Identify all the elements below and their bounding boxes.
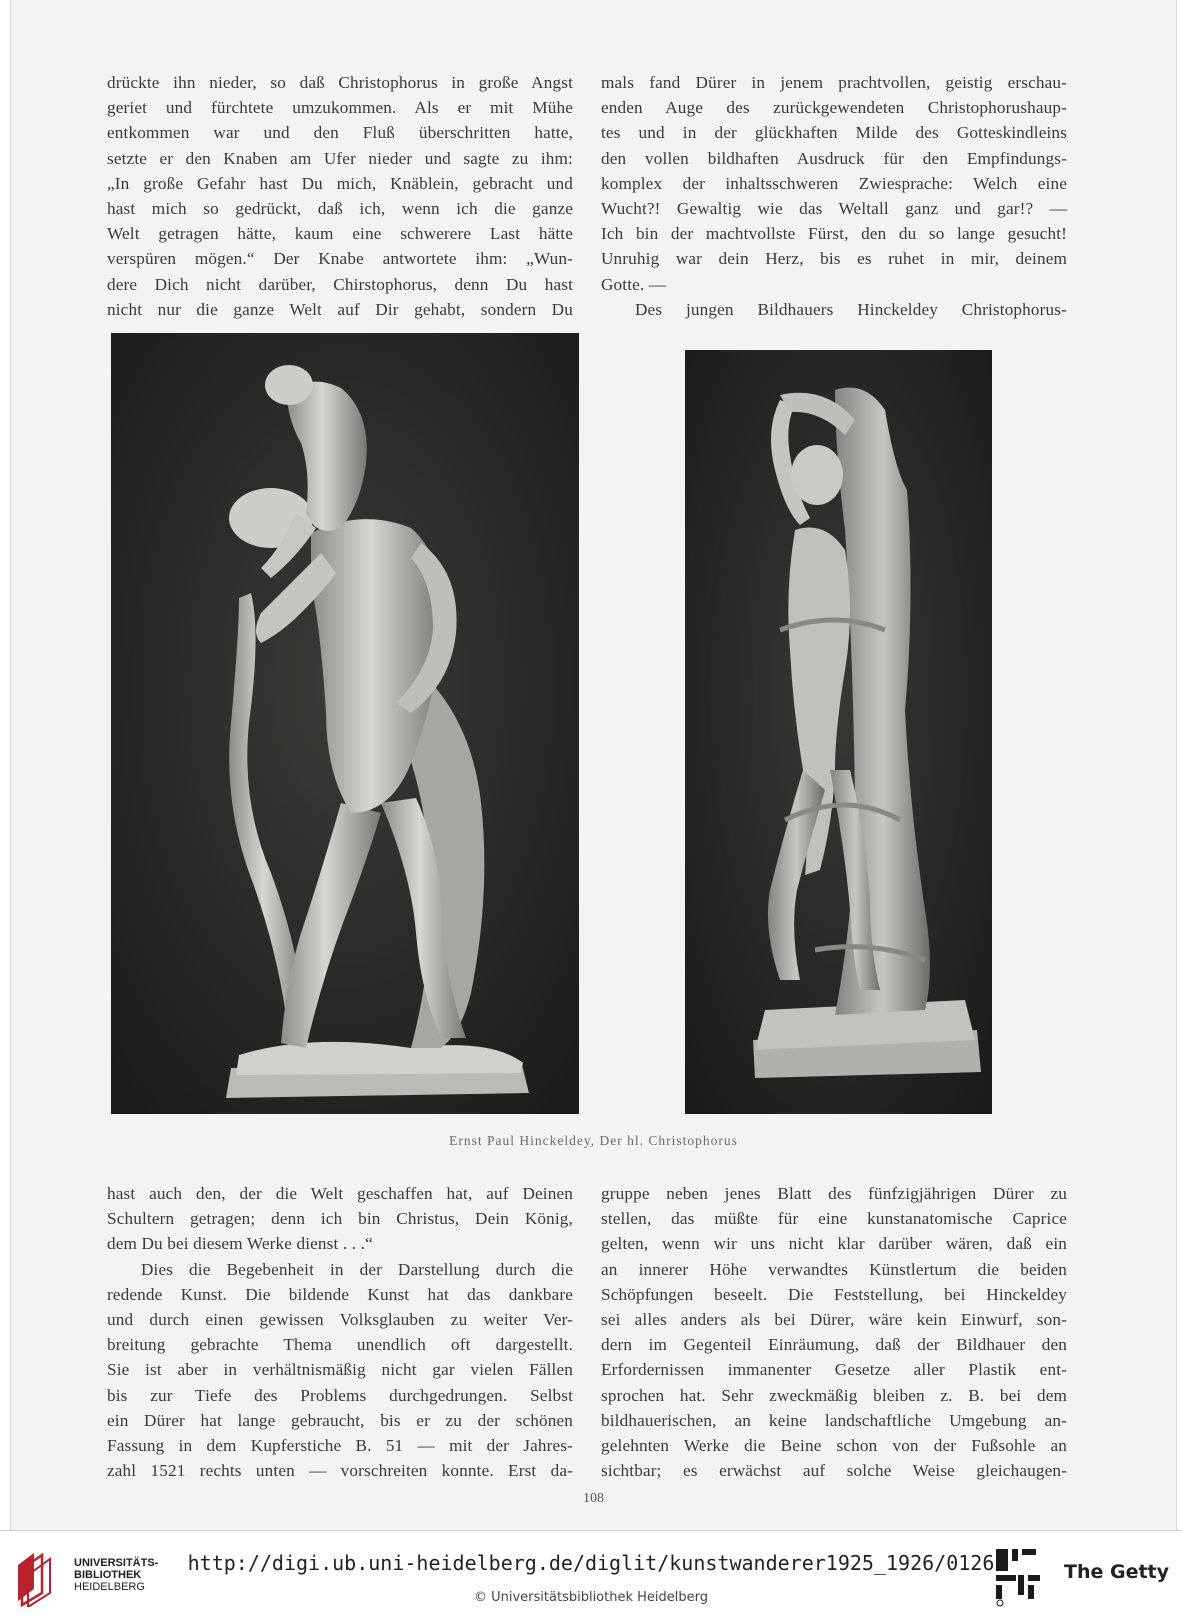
library-line1: UNIVERSITÄTS- [74, 1557, 159, 1569]
page-number: 108 [583, 1491, 604, 1506]
text-line: „In große Gefahr hast Du mich, Knäblein, gebracht und [107, 173, 573, 193]
text-line: Sie ist aber in verhältnismäßig nicht gar vielen Fällen [107, 1360, 573, 1380]
text-line: dern im Gegenteil Einräumung, daß der Bildhauer den [601, 1335, 1067, 1355]
permalink-url[interactable]: http://digi.ub.uni-heidelberg.de/diglit/kunstwanderer1925_1926/0126 [187, 1551, 995, 1575]
library-line3: HEIDELBERG [74, 1581, 145, 1593]
text-line: komplex der inhaltsschweren Zwiesprache: Welch eine [601, 173, 1067, 193]
text-line: hast auch den, der die Welt geschaffen hat, auf Deinen [107, 1184, 573, 1203]
text-line: und durch einen gewissen Volksglauben zu weiter Ver- [107, 1310, 573, 1330]
text-line: an innerer Höhe verwandtes Künstlertum die beiden [601, 1259, 1067, 1279]
text-line: dere Dich nicht darüber, Chirstophorus, denn Du hast [107, 274, 573, 294]
text-line: redende Kunst. Die bildende Kunst hat das dankbare [107, 1284, 573, 1304]
right-column-bottom [601, 1181, 1067, 1483]
text-line: entkommen war und den Fluß überschritten hatte, [107, 123, 573, 143]
text-line: dem Du bei diesem Werke dienst . . .“ [107, 1234, 373, 1254]
sculpture-figure-illustration [111, 333, 579, 1114]
text-line: bildhauerischen, an keine landschaftliche Umgebung an- [601, 1410, 1067, 1430]
text-line: sei alles anders als bei Dürer, wäre kein Einwurf, son- [601, 1310, 1067, 1330]
text-line: gruppe neben jenes Blatt des fünfzigjährigen Dürer zu [601, 1184, 1067, 1203]
sculpture-photo-christophorus-front [111, 333, 579, 1114]
figure-caption: Ernst Paul Hinckeldey, Der hl. Christophorus [449, 1133, 738, 1148]
right-column-top [601, 70, 1067, 322]
text-line: verspüren mögen.“ Der Knabe antwortete ihm: „Wun- [107, 249, 573, 269]
scanned-page [10, 0, 1177, 1530]
text-line: Ich bin der machtvollste Fürst, den du so lange gesucht! [601, 224, 1067, 244]
copyright-notice: © Universitätsbibliothek Heidelberg [473, 1590, 708, 1605]
library-line2: BIBLIOTHEK [74, 1569, 142, 1581]
sculpture-figure-illustration [685, 350, 992, 1114]
text-line: sprochen hat. Sehr zweckmäßig bleiben z. B. bei dem [601, 1385, 1067, 1405]
left-column-bottom [107, 1181, 573, 1483]
getty-label: The Getty [1064, 1561, 1170, 1583]
text-line: Wucht?! Gewaltig wie das Weltall ganz und gar!? — [601, 199, 1067, 219]
text-line: den vollen bildhaften Ausdruck für den Empfindungs- [601, 148, 1067, 168]
text-line: sichtbar; es erwächst auf solche Weise gleichaugen- [601, 1461, 1067, 1481]
text-line: Schöpfungen beseelt. Die Feststellung, bei Hinckeldey [601, 1284, 1067, 1304]
getty-mark-icon [992, 1545, 1048, 1607]
text-line: ein Dürer hat lange gebraucht, bis er zu der schönen [107, 1410, 573, 1430]
text-line: setzte er den Knaben am Ufer nieder und sagte zu ihm: [107, 148, 573, 168]
text-line: Des jungen Bildhauers Hinckeldey Christophorus- [635, 299, 1067, 319]
text-line: Unruhig war dein Herz, bis es ruhet in mir, deinem [601, 249, 1067, 269]
viewer-footer [0, 1530, 1182, 1619]
text-line: gelten, wenn wir uns nicht klar darüber wären, daß ein [601, 1234, 1067, 1254]
text-line: nicht nur die ganze Welt auf Dir gehabt, sondern Du [107, 299, 573, 319]
text-line: gelehnten Werke die Beine schon von der Fußsohle an [601, 1436, 1067, 1456]
text-line: enden Auge des zurückgewendeten Christophorushaup- [601, 98, 1067, 118]
text-line: geriet und fürchtete umzukommen. Als er mit Mühe [107, 98, 573, 118]
text-line: Erfordernissen immanenter Gesetze aller Plastik ent- [601, 1360, 1067, 1380]
sculpture-photo-christophorus-side [685, 350, 992, 1114]
text-line: Welt getragen hätte, kaum eine schwerere Last hätte [107, 224, 573, 244]
text-line: breitung gebrachte Thema unendlich oft dargestellt. [107, 1335, 573, 1355]
getty-logo[interactable] [992, 1545, 1172, 1607]
text-line: Schultern getragen; denn ich bin Christus, Dein König, [107, 1209, 573, 1229]
text-line: hast mich so gedrückt, daß ich, wenn ich die ganze [107, 199, 573, 219]
text-line: zahl 1521 rechts unten — vorschreiten konnte. Erst da- [107, 1461, 573, 1481]
left-column-top [107, 70, 573, 322]
text-line: Dies die Begebenheit in der Darstellung durch die [141, 1259, 573, 1279]
text-line: Gotte. — [601, 274, 667, 294]
text-line: Fassung in dem Kupferstiche B. 51 — mit der Jahres- [107, 1436, 573, 1456]
text-line: tes und in der glückhaften Milde des Gotteskindleins [601, 123, 1067, 143]
text-line: stellen, das müßte für eine kunstanatomische Caprice [601, 1209, 1067, 1229]
text-line: drückte ihn nieder, so daß Christophorus in große Angst [107, 73, 573, 92]
text-line: mals fand Dürer in jenem prachtvollen, geistig erschau- [601, 73, 1067, 92]
text-line: bis zur Tiefe des Problems durchgedrungen. Selbst [107, 1385, 573, 1405]
